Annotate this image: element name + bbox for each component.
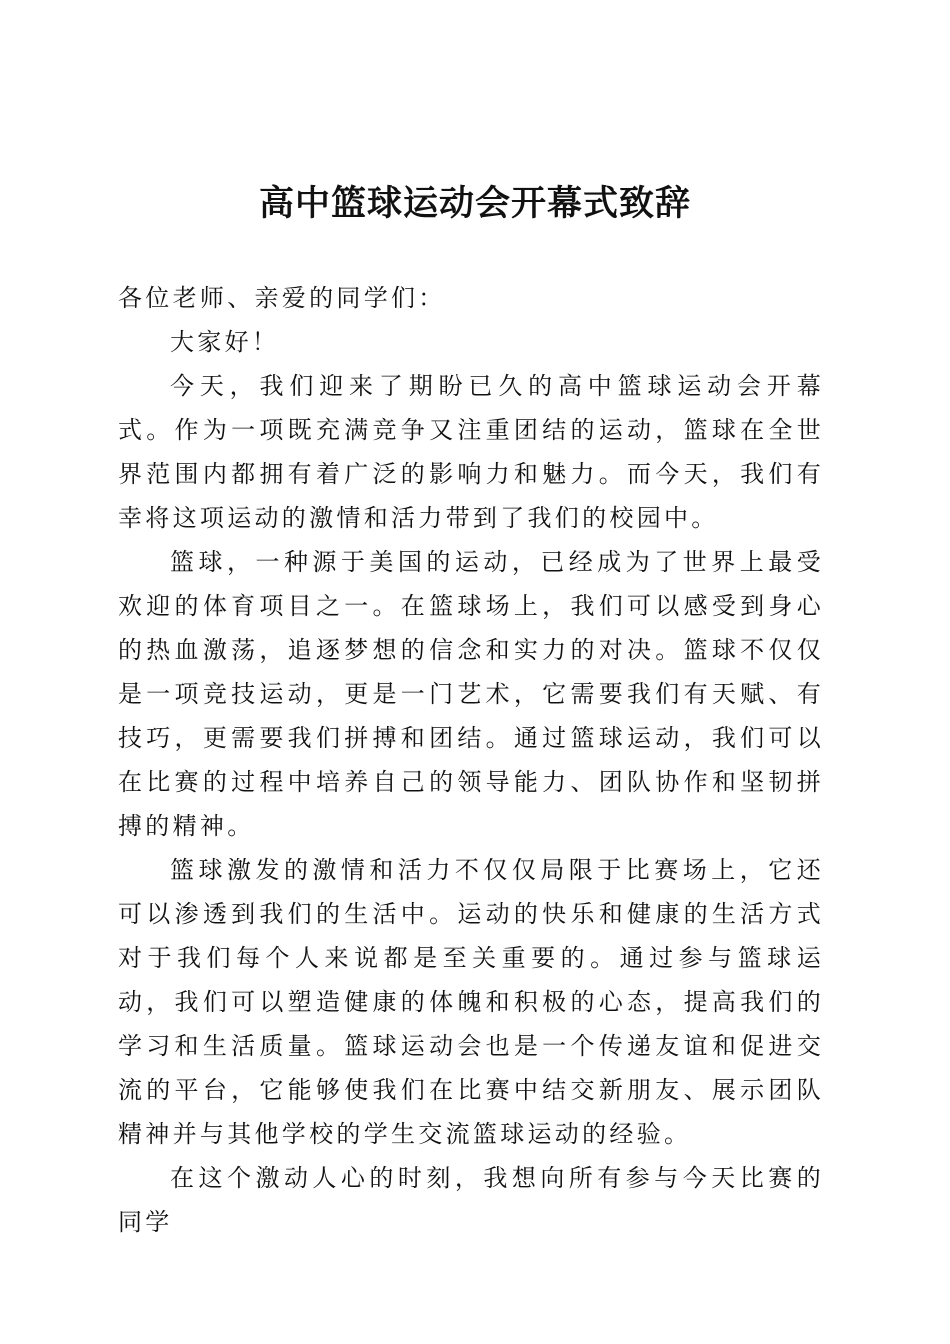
document-body <box>118 276 824 1244</box>
paragraph-greeting: 大家好！ <box>170 328 280 356</box>
paragraph-opening: 今天，我们迎来了期盼已久的高中篮球运动会开幕式。作为一项既充满竞争又注重团结的运动，篮球在全世界范围内都拥有着广泛的影响力和魅力。而今天，我们有幸将这项运动的激情和活力带到了我们的校园中。 <box>118 372 824 532</box>
salutation: 各位老师、亲爱的同学们： <box>118 284 446 312</box>
paragraph-life-impact: 篮球激发的激情和活力不仅仅局限于比赛场上，它还可以渗透到我们的生活中。运动的快乐和健康的生活方式对于我们每个人来说都是至关重要的。通过参与篮球运动，我们可以塑造健康的体魄和积极的心态，提高我们的学习和生活质量。篮球运动会也是一个传递友谊和促进交流的平台，它能够使我们在比赛中结交新朋友、展示团队精神并与其他学校的学生交流篮球运动的经验。 <box>118 856 824 1148</box>
document-title: 高中篮球运动会开幕式致辞 <box>258 183 691 224</box>
paragraph-basketball-origin: 篮球，一种源于美国的运动，已经成为了世界上最受欢迎的体育项目之一。在篮球场上，我们可以感受到身心的热血激荡，追逐梦想的信念和实力的对决。篮球不仅仅是一项竞技运动，更是一门艺术，它需要我们有天赋、有技巧，更需要我们拼搏和团结。通过篮球运动，我们可以在比赛的过程中培养自己的领导能力、团队协作和坚韧拼搏的精神。 <box>118 548 824 840</box>
paragraph-closing-partial: 在这个激动人心的时刻，我想向所有参与今天比赛的同学 <box>118 1164 824 1236</box>
